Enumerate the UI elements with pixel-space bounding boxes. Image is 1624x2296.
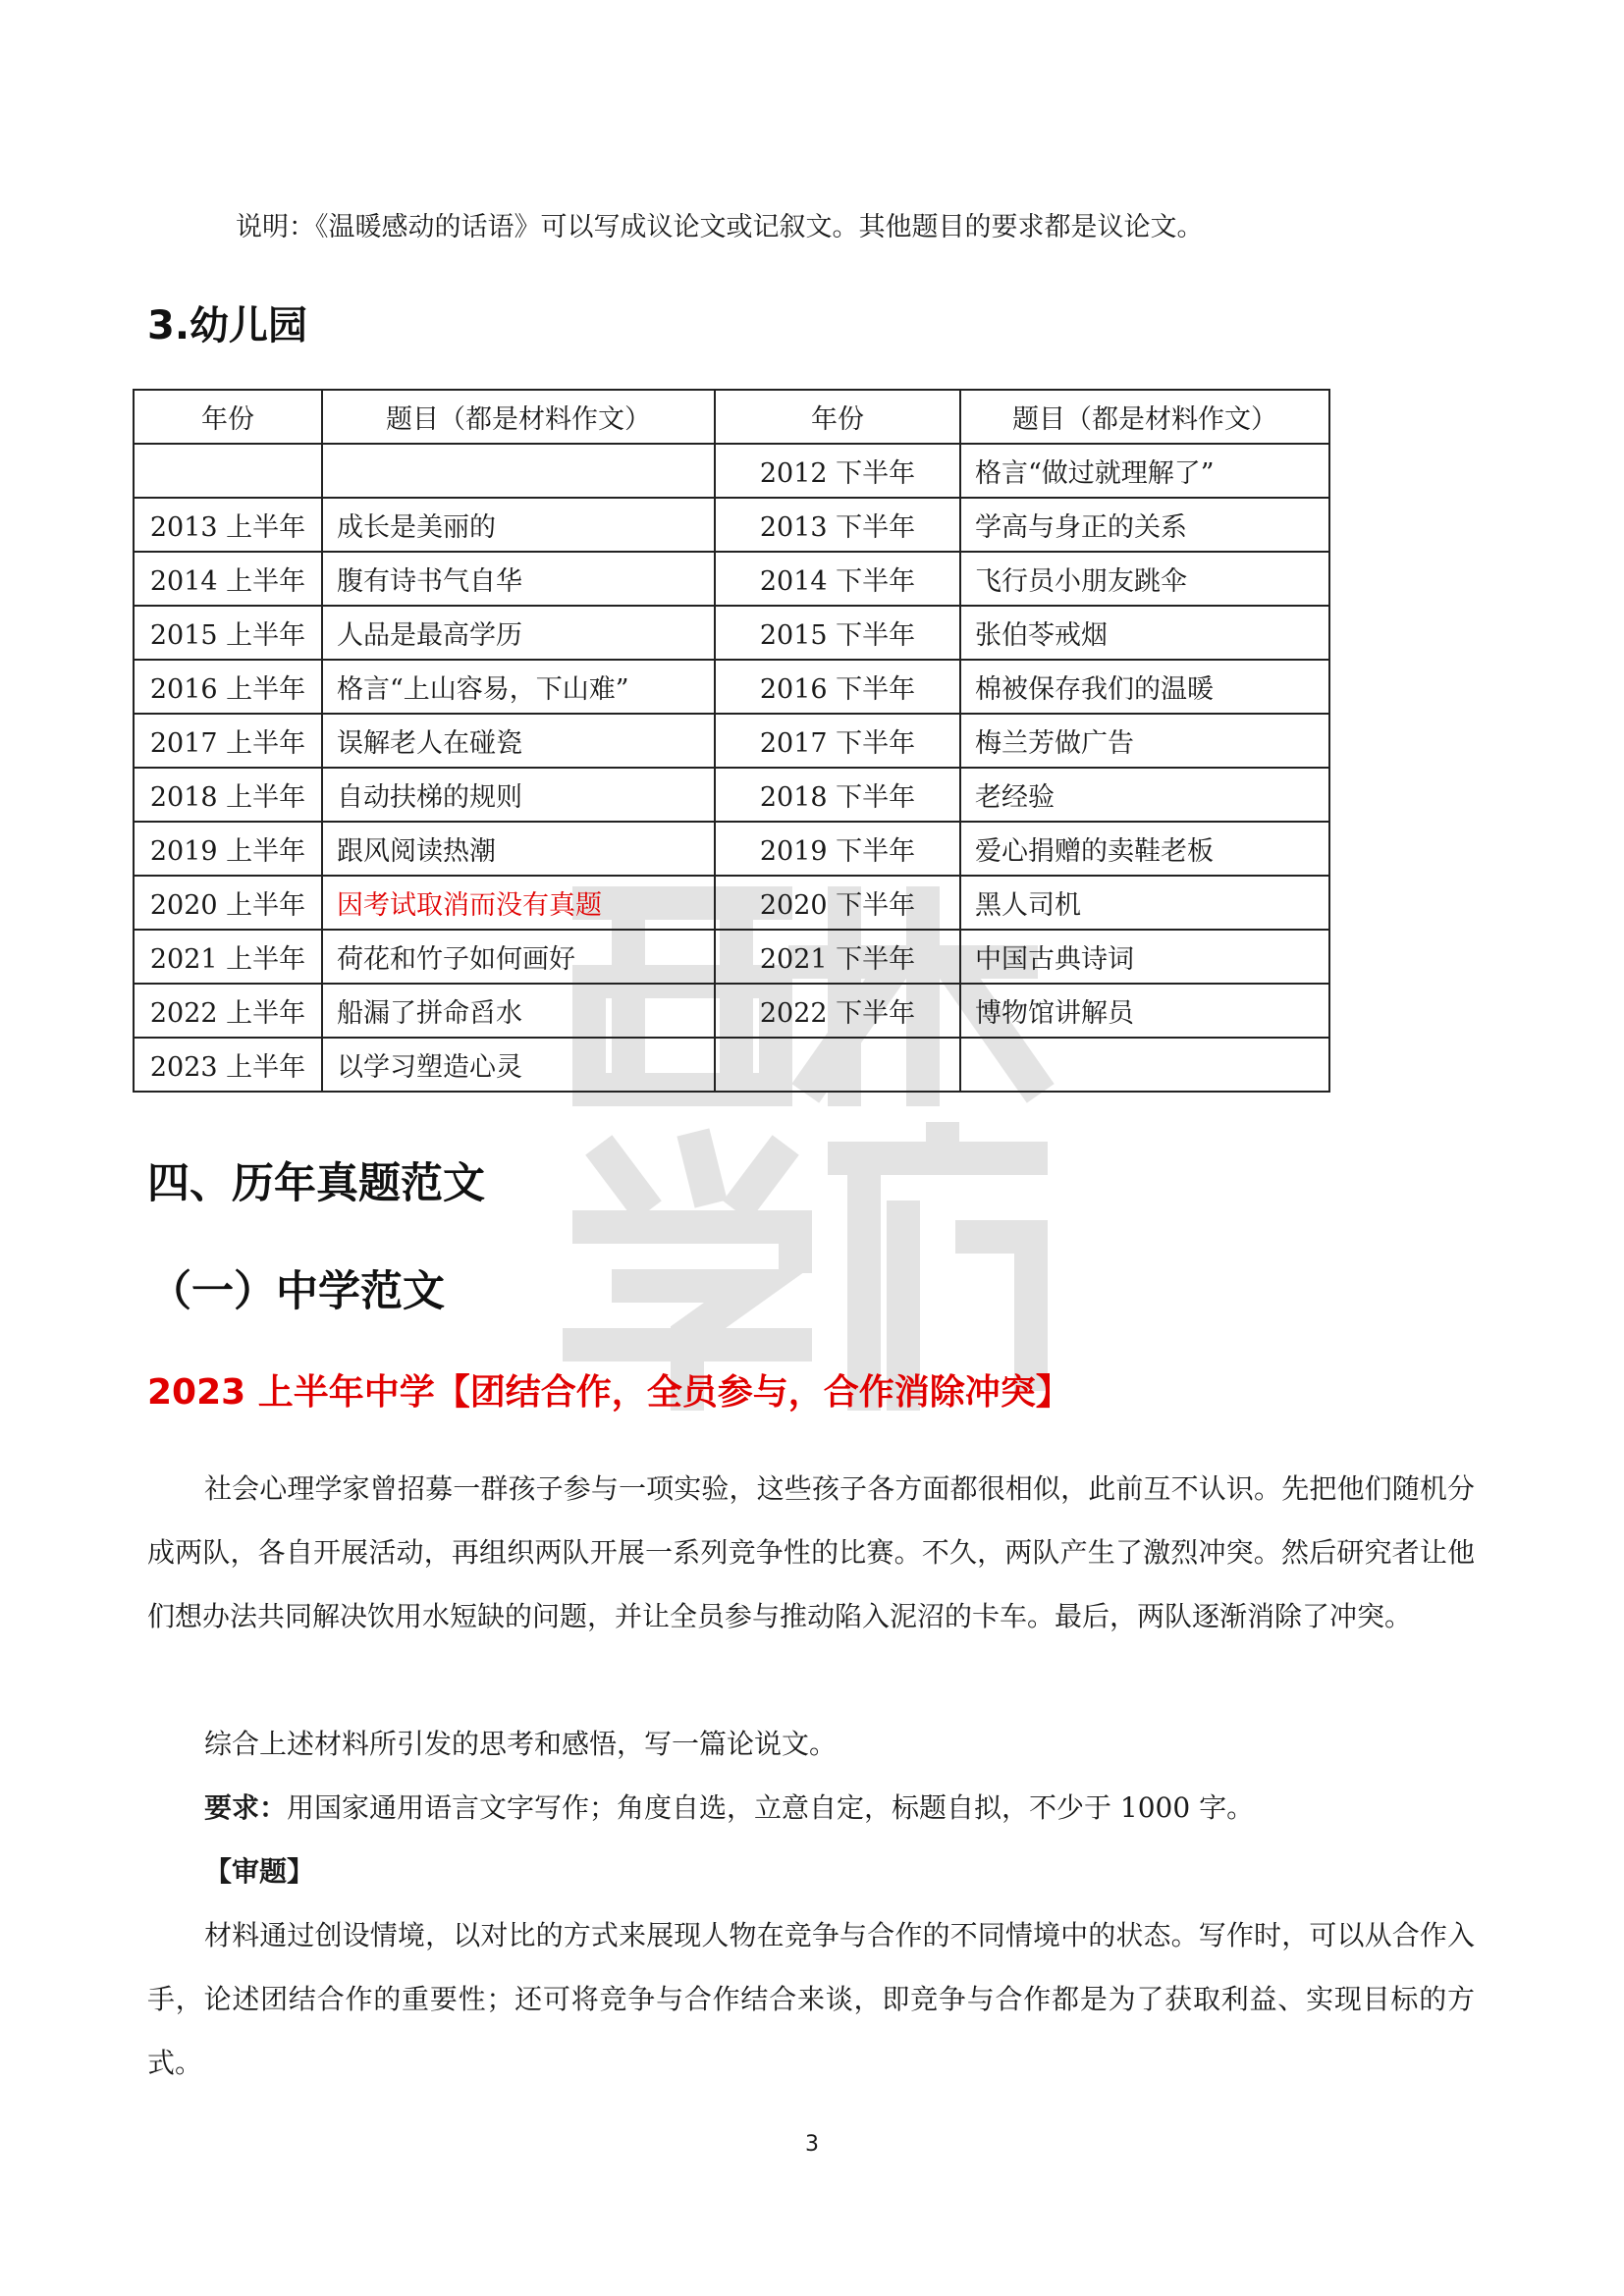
table-cell-topic: 中国古典诗词	[960, 930, 1329, 984]
table-cell-topic: 船漏了拼命舀水	[322, 984, 715, 1038]
table-cell-year: 2014 下半年	[715, 552, 960, 606]
table-cell-year	[715, 1038, 960, 1092]
essay-title-2023: 2023 上半年中学【团结合作，全员参与，合作消除冲突】	[147, 1372, 1071, 1413]
table-cell-year: 2016 下半年	[715, 660, 960, 714]
table-cell-year: 2019 下半年	[715, 822, 960, 876]
table-header-row	[134, 390, 1329, 444]
table-cell-topic: 荷花和竹子如何画好	[322, 930, 715, 984]
table-cell-year: 2022 上半年	[134, 984, 322, 1038]
table-row	[134, 930, 1329, 984]
material-paragraph: 社会心理学家曾招募一群孩子参与一项实验，这些孩子各方面都很相似，此前互不认识。先把他们随机分成两队，各自开展活动，再组织两队开展一系列竞争性的比赛。不久，两队产生了激烈冲突。然后研究者让他们想办法共同解决饮用水短缺的问题，并让全员参与推动陷入泥沼的卡车。最后，两队逐渐消除了冲突。	[147, 1472, 1475, 1632]
review-paragraph: 材料通过创设情境，以对比的方式来展现人物在竞争与合作的不同情境中的状态。写作时，可以从合作入手，论述团结合作的重要性；还可将竞争与合作结合来谈，即竞争与合作都是为了获取利益、实现目标的方式。	[147, 1919, 1475, 2079]
table-cell-topic: 腹有诗书气自华	[322, 552, 715, 606]
table-cell-year: 2015 下半年	[715, 606, 960, 660]
table-cell-year: 2018 上半年	[134, 768, 322, 822]
table-cell-year: 2022 下半年	[715, 984, 960, 1038]
review-label: 【审题】	[204, 1855, 315, 1888]
table-cell-topic	[960, 1038, 1329, 1092]
table-cell-topic: 以学习塑造心灵	[322, 1038, 715, 1092]
table-cell-topic: 棉被保存我们的温暖	[960, 660, 1329, 714]
table-cell-topic: 飞行员小朋友跳伞	[960, 552, 1329, 606]
table-row	[134, 552, 1329, 606]
table-row	[134, 660, 1329, 714]
requirement-paragraph	[147, 1776, 1475, 1840]
table-cell-topic: 人品是最高学历	[322, 606, 715, 660]
table-cell-year: 2018 下半年	[715, 768, 960, 822]
table-cell-year: 2017 下半年	[715, 714, 960, 768]
table-cell-topic: 误解老人在碰瓷	[322, 714, 715, 768]
table-cell-year: 2015 上半年	[134, 606, 322, 660]
table-cell-year: 2019 上半年	[134, 822, 322, 876]
table-cell-year: 2014 上半年	[134, 552, 322, 606]
table-cell-year: 2016 上半年	[134, 660, 322, 714]
table-cell-topic: 因考试取消而没有真题	[322, 876, 715, 930]
table-row	[134, 768, 1329, 822]
heading-middle-school: （一）中学范文	[149, 1267, 445, 1316]
table-row	[134, 444, 1329, 498]
table-cell-topic: 梅兰芳做广告	[960, 714, 1329, 768]
table-cell-topic: 黑人司机	[960, 876, 1329, 930]
table-cell-topic: 爱心捐赠的卖鞋老板	[960, 822, 1329, 876]
header-year-right: 年份	[715, 390, 960, 444]
table-cell-year: 2020 上半年	[134, 876, 322, 930]
table-cell-year: 2020 下半年	[715, 876, 960, 930]
table-row	[134, 984, 1329, 1038]
table-row	[134, 606, 1329, 660]
header-topic-left: 题目（都是材料作文）	[322, 390, 715, 444]
requirement-text: 用国家通用语言文字写作；角度自选，立意自定，标题自拟，不少于 1000 字。	[287, 1791, 1255, 1824]
table-cell-year: 2012 下半年	[715, 444, 960, 498]
table-cell-topic: 张伯苓戒烟	[960, 606, 1329, 660]
table-row	[134, 822, 1329, 876]
table-cell-year: 2021 上半年	[134, 930, 322, 984]
table-cell-year: 2021 下半年	[715, 930, 960, 984]
table-row	[134, 876, 1329, 930]
table-cell-topic: 跟风阅读热潮	[322, 822, 715, 876]
table-cell-topic: 成长是美丽的	[322, 498, 715, 552]
table-cell-topic: 格言“做过就理解了”	[960, 444, 1329, 498]
table-cell-year: 2023 上半年	[134, 1038, 322, 1092]
table-row	[134, 498, 1329, 552]
table-cell-year: 2013 上半年	[134, 498, 322, 552]
header-year-left: 年份	[134, 390, 322, 444]
table-cell-topic: 博物馆讲解员	[960, 984, 1329, 1038]
table-cell-topic: 格言“上山容易，下山难”	[322, 660, 715, 714]
table-cell-year	[134, 444, 322, 498]
heading-past-essays: 四、历年真题范文	[147, 1159, 485, 1208]
instruction-paragraph: 综合上述材料所引发的思考和感悟，写一篇论说文。	[204, 1728, 838, 1760]
note-text: 说明：《温暖感动的话语》可以写成议论文或记叙文。其他题目的要求都是议论文。	[236, 212, 1204, 242]
page-number: 3	[805, 2132, 819, 2157]
section-heading-kindergarten: 3.幼儿园	[147, 303, 308, 348]
requirement-label: 要求：	[204, 1791, 288, 1824]
kindergarten-table	[133, 389, 1330, 1093]
header-topic-right: 题目（都是材料作文）	[960, 390, 1329, 444]
table-cell-year: 2013 下半年	[715, 498, 960, 552]
table-cell-topic	[322, 444, 715, 498]
table-cell-topic: 自动扶梯的规则	[322, 768, 715, 822]
table-cell-year: 2017 上半年	[134, 714, 322, 768]
table-row	[134, 714, 1329, 768]
table-cell-topic: 老经验	[960, 768, 1329, 822]
table-row	[134, 1038, 1329, 1092]
table-cell-topic: 学高与身正的关系	[960, 498, 1329, 552]
